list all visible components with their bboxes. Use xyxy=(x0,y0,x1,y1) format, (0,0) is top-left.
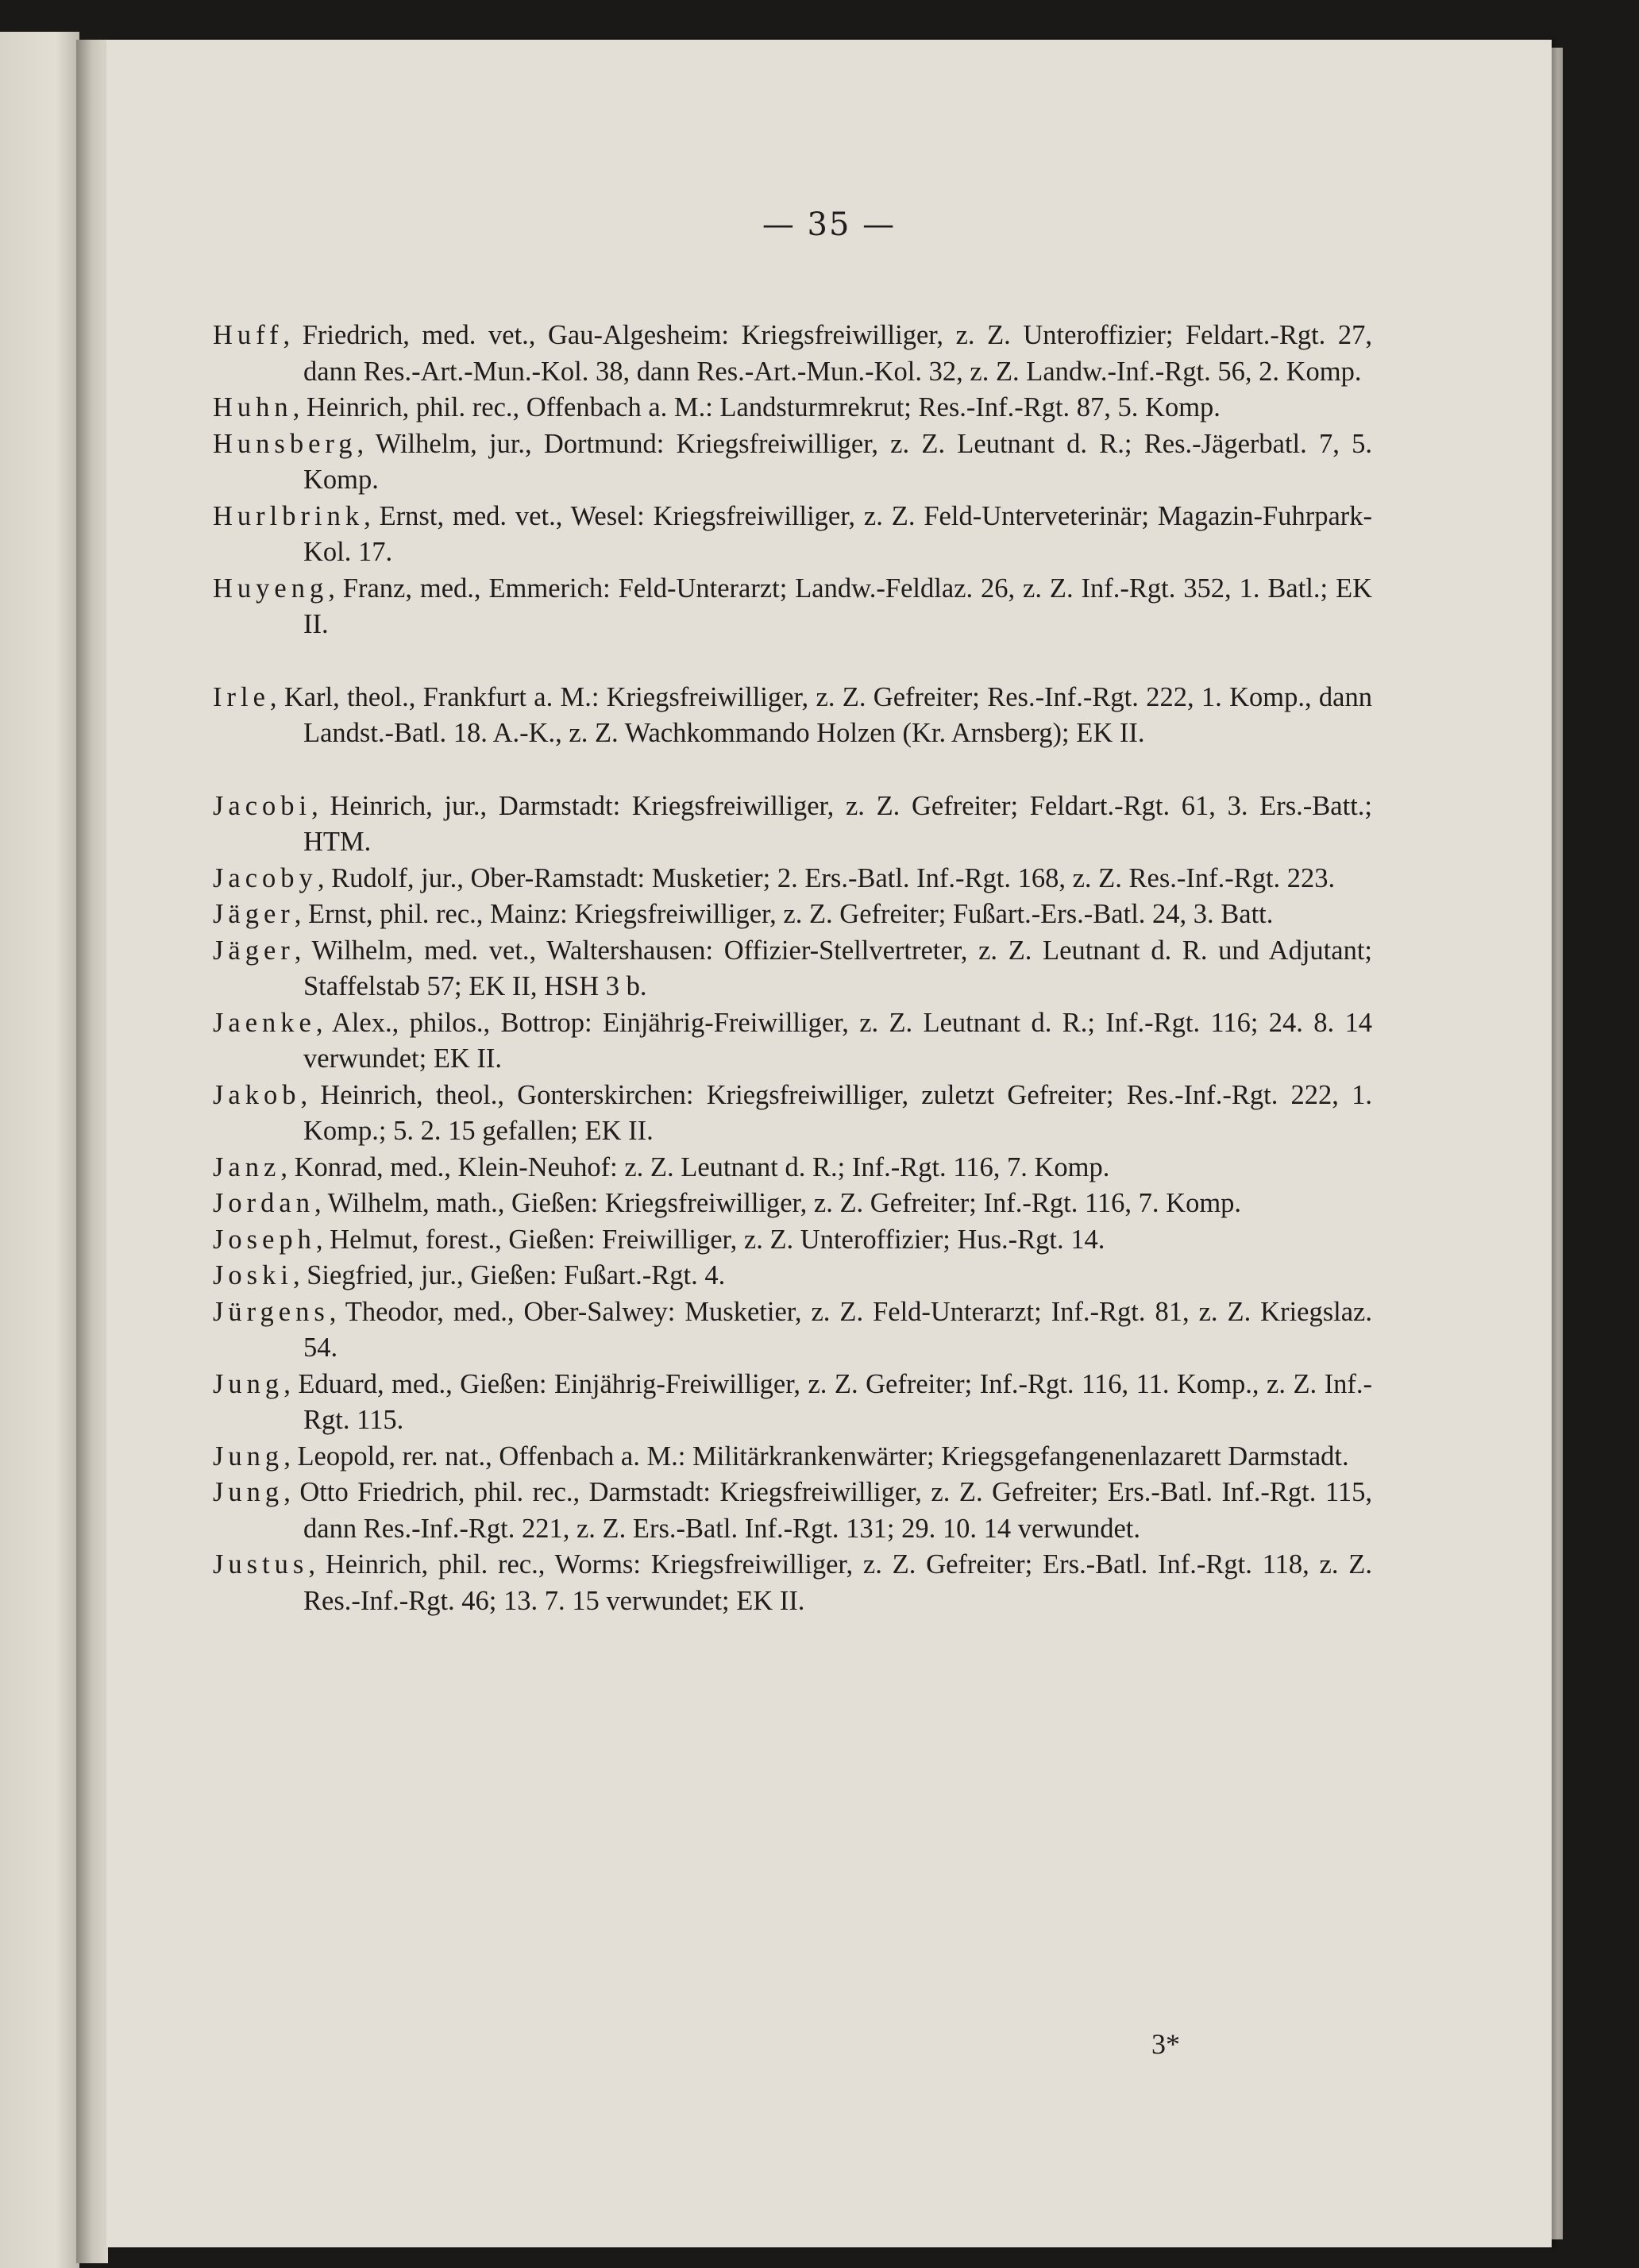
entry xyxy=(213,1475,1372,1547)
entry xyxy=(213,897,1372,933)
entry xyxy=(213,1222,1372,1259)
entry-details: , Franz, med., Emmerich: Feld-Unterarzt; Landw.-Feldlaz. 26, z. Z. Inf.-Rgt. 352, 1. Batl.; EK II. xyxy=(303,573,1372,639)
entry-surname: Jacobi xyxy=(213,790,312,821)
entry-surname: Jakob xyxy=(213,1079,301,1110)
entry-details: , Otto Friedrich, phil. rec., Darmstadt: Kriegsfreiwilliger, z. Z. Gefreiter; Ers.-Batl. Inf.-Rgt. 115, dann Res.-Inf.-Rgt. 221, z. Z. Ers.-Batl. Inf.-Rgt. 131; 29. 10. 14 verwundet. xyxy=(283,1477,1372,1544)
entry-surname: Jung xyxy=(213,1441,284,1472)
entry-surname: Huff xyxy=(213,320,283,350)
entry xyxy=(213,1294,1372,1367)
entry-details: , Ernst, phil. rec., Mainz: Kriegsfreiwilliger, z. Z. Gefreiter; Fußart.-Ers.-Batl. 24, 3. Batt. xyxy=(294,899,1274,929)
entry xyxy=(213,1186,1372,1222)
entry-details: , Wilhelm, jur., Dortmund: Kriegsfreiwilliger, z. Z. Leutnant d. R.; Res.-Jägerbatl. 7, 5. Komp. xyxy=(303,428,1372,495)
entry-details: , Konrad, med., Klein-Neuhof: z. Z. Leutnant d. R.; Inf.-Rgt. 116, 7. Komp. xyxy=(280,1151,1110,1182)
entry-details: , Wilhelm, math., Gießen: Kriegsfreiwilliger, z. Z. Gefreiter; Inf.-Rgt. 116, 7. Komp. xyxy=(314,1188,1242,1218)
entry-surname: Jäger xyxy=(213,935,295,966)
entry-surname: Janz xyxy=(213,1151,281,1182)
entry xyxy=(213,680,1372,752)
entry xyxy=(213,571,1372,643)
entry-details: , Helmut, forest., Gießen: Freiwilliger, z. Z. Unteroffizier; Hus.-Rgt. 14. xyxy=(315,1224,1105,1255)
entry xyxy=(213,1078,1372,1150)
entry-details: , Heinrich, phil. rec., Offenbach a. M.: Landsturmrekrut; Res.-Inf.-Rgt. 87, 5. Komp. xyxy=(292,392,1221,422)
entry-list xyxy=(213,318,1372,1619)
entry xyxy=(213,426,1372,499)
page-number: — 35 — xyxy=(762,206,897,243)
entry-details: , Friedrich, med. vet., Gau-Algesheim: Kriegsfreiwilliger, z. Z. Unteroffizier; Feldart.-Rgt. 27, dann Res.-Art.-Mun.-Kol. 38, dann Res.-Art.-Mun.-Kol. 32, z. Z. Landw.-Inf.-Rgt. 56, 2. Komp. xyxy=(283,320,1372,387)
entry-surname: Jung xyxy=(213,1368,284,1399)
entry-details: , Ernst, med. vet., Wesel: Kriegsfreiwilliger, z. Z. Feld-Unterveterinär; Magazin-Fuhrpark-Kol. 17. xyxy=(303,500,1372,567)
entry xyxy=(213,499,1372,571)
entry-surname: Justus xyxy=(213,1549,309,1580)
entry-surname: Hurlbrink xyxy=(213,500,364,531)
entry xyxy=(213,318,1372,390)
left-page-edge xyxy=(0,32,79,2268)
entry xyxy=(213,1258,1372,1294)
entry-surname: Huhn xyxy=(213,392,293,422)
entry-surname: Irle xyxy=(213,681,270,712)
entry-details: , Alex., philos., Bottrop: Einjährig-Freiwilliger, z. Z. Leutnant d. R.; Inf.-Rgt. 116; 24. 8. 14 verwundet; EK II. xyxy=(303,1007,1372,1074)
entry-details: , Siegfried, jur., Gießen: Fußart.-Rgt. 4. xyxy=(292,1260,726,1290)
entry-surname: Joski xyxy=(213,1260,293,1290)
entry-surname: Jordan xyxy=(213,1188,314,1218)
entry-details: , Wilhelm, med. vet., Waltershausen: Offizier-Stellvertreter, z. Z. Leutnant d. R. und Adjutant; Staffelstab 57; EK II, HSH 3 b. xyxy=(294,935,1372,1001)
entry xyxy=(213,1005,1372,1078)
entry-details: , Karl, theol., Frankfurt a. M.: Kriegsfreiwilliger, z. Z. Gefreiter; Res.-Inf.-Rgt. 222, 1. Komp., dann Landst.-Batl. 18. A.-K., z. Z. Wachkommando Holzen (Kr. Arnsberg); EK II. xyxy=(269,681,1372,748)
entry-details: , Heinrich, phil. rec., Worms: Kriegsfreiwilliger, z. Z. Gefreiter; Ers.-Batl. Inf.-Rgt. 118, z. Z. Res.-Inf.-Rgt. 46; 13. 7. 15 verwundet; EK II. xyxy=(303,1549,1372,1616)
entry xyxy=(213,861,1372,897)
entry-details: , Heinrich, theol., Gonterskirchen: Kriegsfreiwilliger, zuletzt Gefreiter; Res.-Inf.-Rgt. 222, 1. Komp.; 5. 2. 15 gefallen; EK II. xyxy=(300,1079,1372,1146)
entry-details: , Theodor, med., Ober-Salwey: Musketier, z. Z. Feld-Unterarzt; Inf.-Rgt. 81, z. Z. Kriegslaz. 54. xyxy=(303,1296,1372,1363)
book-gutter xyxy=(76,40,108,2263)
entry-details: , Leopold, rer. nat., Offenbach a. M.: Militärkrankenwärter; Kriegsgefangenenlazarett Darmstadt. xyxy=(283,1441,1349,1472)
entry-surname: Joseph xyxy=(213,1224,316,1255)
book-page xyxy=(106,40,1552,2247)
entry xyxy=(213,1439,1372,1475)
entry xyxy=(213,1547,1372,1619)
entry-surname: Jäger xyxy=(213,899,295,929)
entry-details: , Eduard, med., Gießen: Einjährig-Freiwilliger, z. Z. Gefreiter; Inf.-Rgt. 116, 11. Komp., z. Z. Inf.-Rgt. 115. xyxy=(283,1368,1372,1435)
entry-surname: Huyeng xyxy=(213,573,329,604)
signature-mark: 3* xyxy=(1151,2028,1180,2060)
entry-details: , Rudolf, jur., Ober-Ramstadt: Musketier; 2. Ers.-Batl. Inf.-Rgt. 168, z. Z. Res.-Inf.-Rgt. 223. xyxy=(317,862,1336,893)
section-gap xyxy=(213,643,1372,680)
entry-details: , Heinrich, jur., Darmstadt: Kriegsfreiwilliger, z. Z. Gefreiter; Feldart.-Rgt. 61, 3. Ers.-Batt.; HTM. xyxy=(303,790,1372,857)
entry-surname: Jürgens xyxy=(213,1296,330,1327)
entry xyxy=(213,1150,1372,1186)
section-gap xyxy=(213,752,1372,789)
entry-surname: Jung xyxy=(213,1477,284,1507)
entry xyxy=(213,390,1372,426)
entry-surname: Hunsberg xyxy=(213,428,357,459)
entry-surname: Jaenke xyxy=(213,1007,316,1038)
entry xyxy=(213,1367,1372,1439)
right-page-edge xyxy=(1550,48,1563,2239)
entry xyxy=(213,933,1372,1005)
entry xyxy=(213,789,1372,861)
entry-surname: Jacoby xyxy=(213,862,318,893)
